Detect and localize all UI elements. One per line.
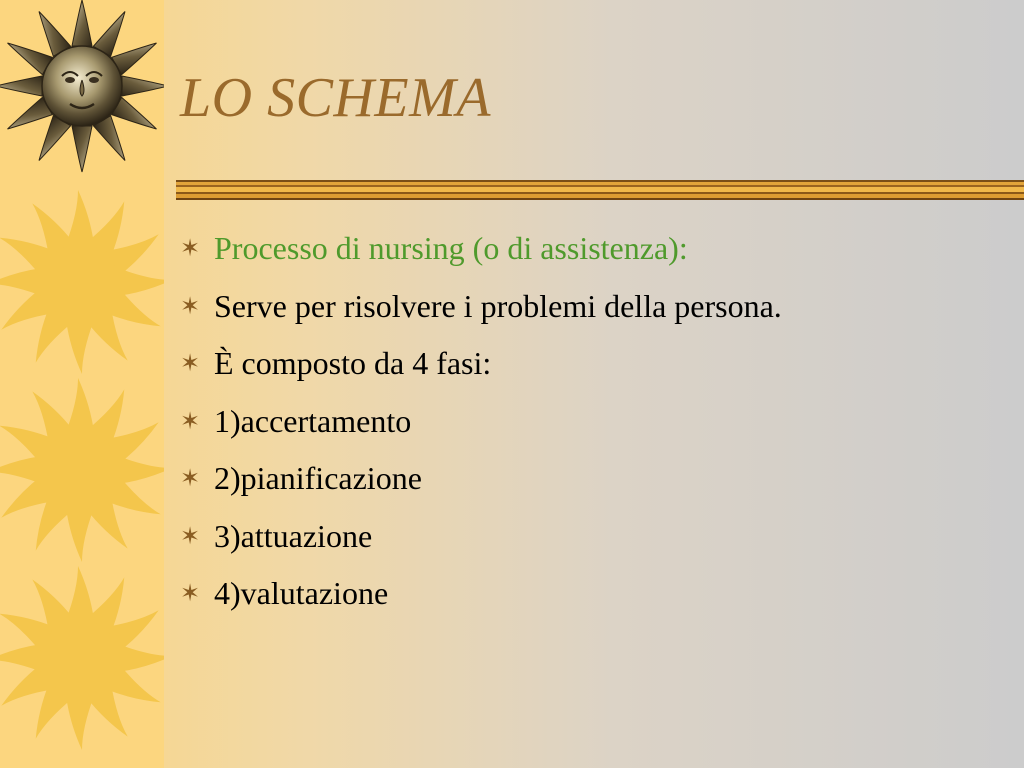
title-divider [176, 180, 1024, 206]
bullet-text: È composto da 4 fasi: [214, 345, 492, 381]
bullet-item [180, 460, 782, 518]
sun-icon [0, 562, 164, 754]
star-bullet-icon: ✶ [180, 349, 201, 377]
star-bullet-icon: ✶ [180, 234, 201, 262]
bullet-item [180, 345, 782, 403]
bullet-text: 3)attuazione [214, 517, 373, 554]
star-bullet-icon: ✶ [180, 521, 201, 550]
star-bullet-icon: ✶ [180, 291, 201, 320]
bullet-item [180, 403, 782, 461]
bullet-item [180, 575, 782, 633]
left-decorative-band [0, 0, 164, 768]
star-bullet-icon: ✶ [180, 406, 201, 435]
bullet-text: 4)valutazione [214, 575, 389, 611]
bullet-item [180, 230, 782, 288]
bullet-text: 1)accertamento [214, 402, 412, 439]
sun-icon [0, 186, 164, 378]
bullet-text: 2)pianificazione [214, 460, 422, 496]
sun-icon [0, 374, 164, 566]
bullet-item [180, 518, 782, 576]
bullet-list [180, 230, 782, 633]
star-bullet-icon: ✶ [180, 464, 201, 492]
slide-title: LO SCHEMA [180, 67, 491, 129]
bullet-text: Serve per risolvere i problemi della persona. [214, 287, 782, 324]
sun-face-icon [0, 0, 164, 192]
star-bullet-icon: ✶ [180, 579, 201, 607]
bullet-text: Processo di nursing (o di assistenza): [214, 230, 688, 266]
bullet-item [180, 288, 782, 346]
